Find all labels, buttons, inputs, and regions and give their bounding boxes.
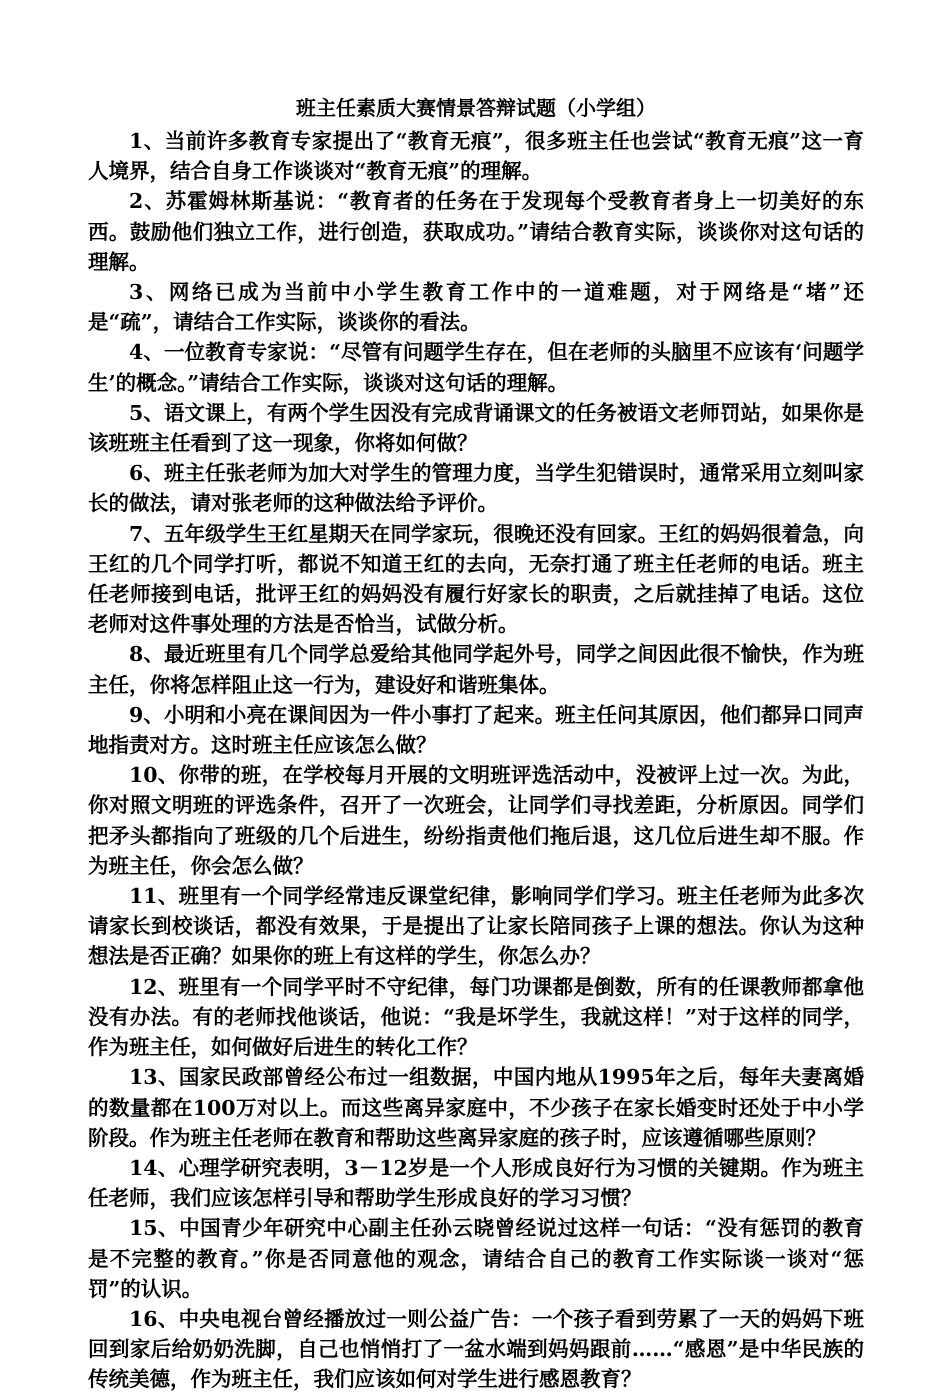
document-page [88, 92, 864, 1395]
question-1: 1、当前许多教育专家提出了“教育无痕”，很多班主任也尝试“教育无痕”这一育人境界，结合自身工作谈谈对“教育无痕”的理解。 [88, 129, 864, 184]
document-title: 班主任素质大赛情景答辩试题（小学组） [296, 96, 656, 120]
question-10: 10、你带的班，在学校每月开展的文明班评选活动中，没被评上过一次。为此，你对照文明班的评选条件，召开了一次班会，让同学们寻找差距，分析原因。同学们把矛头都指向了班级的几个后进生，纷纷指责他们拖后退，这几位后进生却不服。作为班主任，你会怎么做？ [88, 763, 864, 878]
question-16: 16、中央电视台曾经播放过一则公益广告：一个孩子看到劳累了一天的妈妈下班回到家后给奶奶洗脚，自己也悄悄打了一盆水端到妈妈跟前……“感恩”是中华民族的传统美德，作为班主任，我们应该如何对学生进行感恩教育？ [88, 1306, 864, 1392]
question-13: 13、国家民政部曾经公布过一组数据，中国内地从1995年之后，每年夫妻离婚的数量都在100万对以上。而这些离异家庭中，不少孩子在家长婚变时还处于中小学阶段。作为班主任老师在教育和帮助这些离异家庭的孩子时，应该遵循哪些原则？ [88, 1065, 864, 1150]
question-3: 3、网络已成为当前中小学生教育工作中的一道难题，对于网络是“堵”还是“疏”，请结合工作实际，谈谈你的看法。 [88, 280, 864, 335]
question-9: 9、小明和小亮在课间因为一件小事打了起来。班主任问其原因，他们都异口同声地指责对方。这时班主任应该怎么做？ [88, 702, 864, 758]
question-7: 7、五年级学生王红星期天在同学家玩，很晚还没有回家。王红的妈妈很着急，向王红的几个同学打听，都说不知道王红的去向，无奈打通了班主任老师的电话。班主任老师接到电话，批评王红的妈妈没有履行好家长的职责，之后就挂掉了电话。这位老师对这件事处理的方法是否恰当，试做分析。 [88, 521, 864, 637]
question-11: 11、班里有一个同学经常违反课堂纪律，影响同学们学习。班主任老师为此多次请家长到校谈话，都没有效果，于是提出了让家长陪同孩子上课的想法。你认为这种想法是否正确？如果你的班上有这样的学生，你怎么办？ [88, 884, 864, 969]
question-12: 12、班里有一个同学平时不守纪律，每门功课都是倒数，所有的任课教师都拿他没有办法。有的老师找他谈话，他说：“我是坏学生，我就这样！”对于这样的同学，作为班主任，如何做好后进生的转化工作？ [88, 974, 864, 1060]
question-6: 6、班主任张老师为加大对学生的管理力度，当学生犯错误时，通常采用立刻叫家长的做法，请对张老师的这种做法给予评价。 [88, 461, 864, 516]
question-14: 14、心理学研究表明，3－12岁是一个人形成良好行为习惯的关键期。作为班主任老师，我们应该怎样引导和帮助学生形成良好的学习习惯？ [88, 1155, 864, 1211]
question-5: 5、语文课上，有两个学生因没有完成背诵课文的任务被语文老师罚站，如果你是该班班主任看到了这一现象，你将如何做？ [88, 400, 864, 456]
question-2: 2、苏霍姆林斯基说：“教育者的任务在于发现每个受教育者身上一切美好的东西。鼓励他们独立工作，进行创造，获取成功。”请结合教育实际，谈谈你对这句话的理解。 [88, 189, 864, 274]
question-8: 8、最近班里有几个同学总爱给其他同学起外号，同学之间因此很不愉快，作为班主任，你将怎样阻止这一行为，建设好和谐班集体。 [88, 642, 864, 697]
question-4: 4、一位教育专家说：“尽管有问题学生存在，但在老师的头脑里不应该有‘问题学生’的概念。”请结合工作实际，谈谈对这句话的理解。 [88, 340, 864, 395]
question-15: 15、中国青少年研究中心副主任孙云晓曾经说过这样一句话：“没有惩罚的教育是不完整的教育。”你是否同意他的观念，请结合自己的教育工作实际谈一谈对“惩罚”的认识。 [88, 1216, 864, 1301]
